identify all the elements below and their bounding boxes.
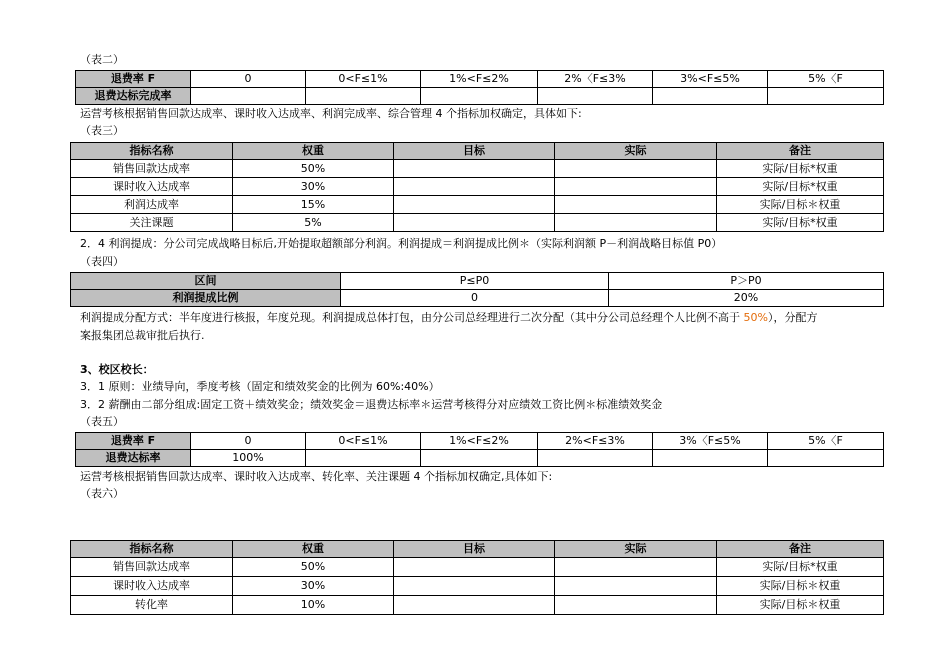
row-header-refund-rate: 退费率 F xyxy=(76,433,191,450)
section-title: 3、校区校长： xyxy=(80,363,154,376)
metric-target xyxy=(394,577,555,596)
paragraph-profit-share: 2．4 利润提成：分公司完成战略目标后,开始提取超额部分利润。利润提成＝利润提成比例＊（实际利润额 P－利润战略目标值 P0） xyxy=(80,237,723,250)
table-row xyxy=(76,71,884,88)
table-cell xyxy=(421,88,538,105)
table-row xyxy=(71,160,884,178)
paragraph-text: ），分配方 xyxy=(767,311,818,324)
table3-caption: （表三） xyxy=(80,124,124,137)
metric-note: 实际/目标*权重 xyxy=(717,558,884,577)
table-cell: 2%〈F≤3% xyxy=(538,71,653,88)
table-cell xyxy=(538,450,653,467)
metric-weight: 30% xyxy=(233,178,394,196)
table-row xyxy=(71,273,884,290)
metric-note: 实际/目标＊权重 xyxy=(717,596,884,615)
column-header: 备注 xyxy=(717,143,884,160)
metric-weight: 30% xyxy=(233,577,394,596)
row-header-completion-rate: 退费达标完成率 xyxy=(76,88,191,105)
table5-refund-rate xyxy=(75,432,884,467)
paragraph-ops-criteria-1: 运营考核根据销售回款达成率、课时收入达成率、利润完成率、综合管理 4 个指标加权确定，具体如下: xyxy=(80,107,582,120)
row-header-range: 区间 xyxy=(71,273,341,290)
table-row xyxy=(76,433,884,450)
metric-note: 实际/目标*权重 xyxy=(717,178,884,196)
table6-ops-metrics xyxy=(70,540,884,615)
table-cell xyxy=(421,450,538,467)
table-cell: 5%〈F xyxy=(768,71,884,88)
metric-weight: 10% xyxy=(233,596,394,615)
metric-target xyxy=(394,558,555,577)
table-cell: 2%<F≤3% xyxy=(538,433,653,450)
table2-caption: （表二） xyxy=(80,53,124,66)
table-cell: 0 xyxy=(191,71,306,88)
metric-actual xyxy=(555,558,717,577)
table-row xyxy=(76,450,884,467)
metric-target xyxy=(394,596,555,615)
column-header: 指标名称 xyxy=(71,143,233,160)
table-cell xyxy=(191,88,306,105)
table4-profit-share-ratio xyxy=(70,272,884,307)
table-row xyxy=(71,178,884,196)
metric-name: 销售回款达成率 xyxy=(71,558,233,577)
metric-note: 实际/目标*权重 xyxy=(717,160,884,178)
paragraph-distribution-line2: 案报集团总裁审批后执行. xyxy=(80,329,205,342)
table-cell xyxy=(538,88,653,105)
column-header: 实际 xyxy=(555,541,717,558)
table-row xyxy=(71,596,884,615)
table-cell xyxy=(306,450,421,467)
metric-actual xyxy=(555,178,717,196)
metric-weight: 50% xyxy=(233,160,394,178)
metric-note: 实际/目标＊权重 xyxy=(717,196,884,214)
table-cell: 3%<F≤5% xyxy=(653,71,768,88)
column-header: 指标名称 xyxy=(71,541,233,558)
table-cell: P＞P0 xyxy=(609,273,884,290)
metric-target xyxy=(394,196,555,214)
table-cell: 0 xyxy=(341,290,609,307)
metric-weight: 5% xyxy=(233,214,394,232)
metric-actual xyxy=(555,214,717,232)
paragraph-distribution xyxy=(80,310,817,326)
table-cell: 20% xyxy=(609,290,884,307)
table-cell: P≤P0 xyxy=(341,273,609,290)
metric-name: 转化率 xyxy=(71,596,233,615)
table-header-row xyxy=(71,541,884,558)
table-cell xyxy=(653,450,768,467)
metric-actual xyxy=(555,596,717,615)
table-cell: 1%<F≤2% xyxy=(421,433,538,450)
table-row xyxy=(71,577,884,596)
highlighted-percentage: 50% xyxy=(743,311,768,324)
row-header-refund-rate: 退费率 F xyxy=(76,71,191,88)
table4-caption: （表四） xyxy=(80,255,124,268)
metric-name: 利润达成率 xyxy=(71,196,233,214)
metric-name: 销售回款达成率 xyxy=(71,160,233,178)
table-row xyxy=(71,558,884,577)
paragraph-compensation: 3．2 薪酬由二部分组成:固定工资＋绩效奖金；绩效奖金＝退费达标率＊运营考核得分对应绩效工资比例＊标准绩效奖金 xyxy=(80,398,663,411)
metric-actual xyxy=(555,196,717,214)
row-header-ratio: 利润提成比例 xyxy=(71,290,341,307)
table-cell: 1%<F≤2% xyxy=(421,71,538,88)
table-cell: 0 xyxy=(191,433,306,450)
metric-weight: 15% xyxy=(233,196,394,214)
metric-note: 实际/目标*权重 xyxy=(717,214,884,232)
table-cell: 100% xyxy=(191,450,306,467)
column-header: 目标 xyxy=(394,143,555,160)
metric-actual xyxy=(555,160,717,178)
table2-refund-rate xyxy=(75,70,884,105)
metric-name: 关注课题 xyxy=(71,214,233,232)
row-header-compliance-rate: 退费达标率 xyxy=(76,450,191,467)
table6-caption: （表六） xyxy=(80,487,124,500)
table-cell: 0<F≤1% xyxy=(306,433,421,450)
table-cell xyxy=(768,88,884,105)
metric-target xyxy=(394,178,555,196)
metric-name: 课时收入达成率 xyxy=(71,577,233,596)
table-row xyxy=(71,196,884,214)
column-header: 权重 xyxy=(233,143,394,160)
table3-ops-metrics xyxy=(70,142,884,232)
table5-caption: （表五） xyxy=(80,415,124,428)
table-cell xyxy=(768,450,884,467)
column-header: 备注 xyxy=(717,541,884,558)
metric-note: 实际/目标＊权重 xyxy=(717,577,884,596)
metric-target xyxy=(394,160,555,178)
column-header: 实际 xyxy=(555,143,717,160)
table-row xyxy=(71,214,884,232)
metric-name: 课时收入达成率 xyxy=(71,178,233,196)
column-header: 目标 xyxy=(394,541,555,558)
table-row xyxy=(71,290,884,307)
table-header-row xyxy=(71,143,884,160)
table-cell xyxy=(306,88,421,105)
metric-weight: 50% xyxy=(233,558,394,577)
table-cell: 5%〈F xyxy=(768,433,884,450)
column-header: 权重 xyxy=(233,541,394,558)
table-row xyxy=(76,88,884,105)
paragraph-principle: 3．1 原则：业绩导向，季度考核（固定和绩效奖金的比例为 60%:40%） xyxy=(80,380,440,393)
table-cell xyxy=(653,88,768,105)
paragraph-text: 利润提成分配方式：半年度进行核报，年度兑现。利润提成总体打包，由分公司总经理进行二次分配（其中分公司总经理个人比例不高于 xyxy=(80,311,744,324)
metric-actual xyxy=(555,577,717,596)
table-cell: 3%〈F≤5% xyxy=(653,433,768,450)
paragraph-ops-criteria-2: 运营考核根据销售回款达成率、课时收入达成率、转化率、关注课题 4 个指标加权确定,具体如下: xyxy=(80,470,553,483)
table-cell: 0<F≤1% xyxy=(306,71,421,88)
metric-target xyxy=(394,214,555,232)
